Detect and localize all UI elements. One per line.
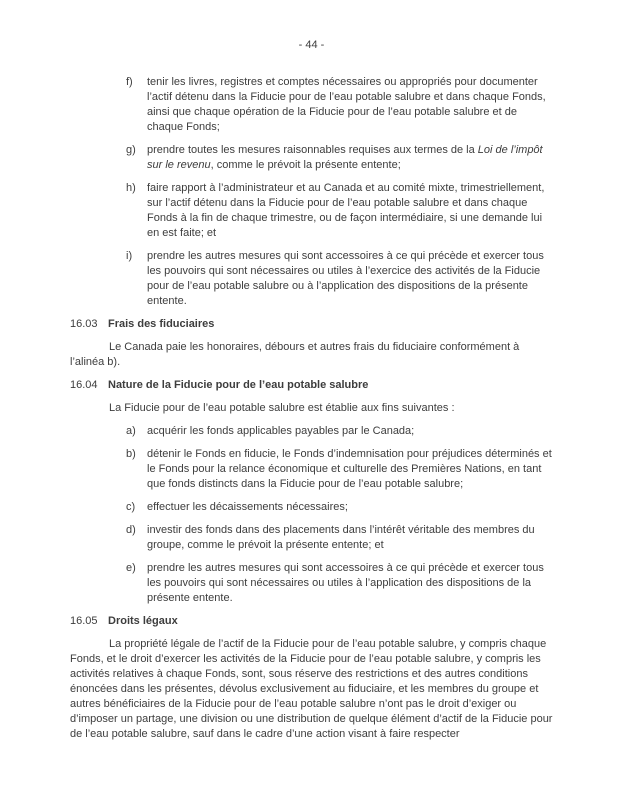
list-item: [70, 143, 553, 173]
list-item: [70, 500, 553, 515]
list-item-marker: f): [126, 76, 133, 88]
list-item-text: investir des fonds dans des placements dans l’intérêt véritable des membres du groupe, comme le prévoit la présente entente; et: [147, 524, 535, 551]
list-item: [70, 424, 553, 439]
list-item-marker: e): [126, 562, 136, 574]
section-paragraph: Le Canada paie les honoraires, débours et autres frais du fiduciaire conformément à l’alinéa b).: [70, 341, 520, 368]
section-heading: [70, 614, 553, 629]
list-item-marker: i): [126, 250, 133, 262]
list-item-marker: d): [126, 524, 136, 536]
page-number: - 44 -: [298, 39, 325, 51]
section-number: 16.04: [70, 379, 98, 391]
list-item: [70, 447, 553, 492]
list-item: [70, 561, 553, 606]
section-16-04: [70, 378, 553, 606]
list-item-marker: a): [126, 425, 136, 437]
list-item-marker: b): [126, 448, 136, 460]
section-title: Droits légaux: [108, 615, 178, 627]
section-title: Frais des fiduciaires: [108, 318, 215, 330]
list-item-text: détenir le Fonds en fiducie, le Fonds d’indemnisation pour préjudices déterminés et le Fonds pour la relance économique et culturelle des Premières Nations, en tant que fonds distincts dans la Fiducie pour de l’eau potable salubre;: [147, 448, 552, 490]
section-heading: [70, 378, 553, 393]
list-item-text: effectuer les décaissements nécessaires;: [147, 501, 348, 513]
section-paragraph: La propriété légale de l’actif de la Fiducie pour de l’eau potable salubre, y compris chaque Fonds, et le droit d’exercer les activités de la Fiducie pour de l’eau potable salubre, y compris les activités relatives à chaque Fonds, sont, sous réserve des restrictions et des autres conditions énoncées dans les présentes, dévolus exclusivement au fiduciaire, et les membres du groupe et autres bénéficiaires de la Fiducie pour de l’eau potable salubre n’ont pas le droit d’exiger ou d’imposer un partage, une division ou une distribution de quelque élément d’actif de la Fiducie pour de l’eau potable salubre, sauf dans le cadre d’une action visant à faire respecter: [70, 638, 553, 740]
list-item-text: faire rapport à l’administrateur et au Canada et au comité mixte, trimestriellement, sur l’actif détenu dans la Fiducie pour de l’eau potable salubre et dans chaque Fonds à la fin de chaque trimestre, ou de façon intermédiaire, si une demande lui en est faite; et: [147, 182, 545, 239]
section-paragraph: La Fiducie pour de l’eau potable salubre est établie aux fins suivantes :: [109, 402, 455, 414]
list-item-marker: c): [126, 501, 136, 513]
trust-purposes-list: [70, 424, 553, 606]
section-number: 16.05: [70, 615, 98, 627]
list-item: [70, 75, 553, 135]
trustee-duties-list: [70, 75, 553, 309]
list-item: [70, 181, 553, 241]
list-item-marker: g): [126, 144, 136, 156]
section-16-05: [70, 614, 553, 742]
section-number: 16.03: [70, 318, 98, 330]
list-item-text: prendre les autres mesures qui sont accessoires à ce qui précède et exercer tous les pouvoirs qui sont nécessaires ou utiles à l’application des dispositions de la présente entente.: [147, 562, 544, 604]
list-item-text: acquérir les fonds applicables payables par le Canada;: [147, 425, 415, 437]
section-heading: [70, 317, 553, 332]
list-item: [70, 249, 553, 309]
list-item-text: prendre les autres mesures qui sont accessoires à ce qui précède et exercer tous les pouvoirs qui sont nécessaires ou utiles à l’exercice des activités de la Fiducie pour de l’eau potable salubre ou à l’application des dispositions de la présente entente.: [147, 250, 544, 307]
section-16-03: [70, 317, 553, 370]
list-item-text: tenir les livres, registres et comptes nécessaires ou appropriés pour documenter l’actif détenu dans la Fiducie pour de l’eau potable salubre et dans chaque Fonds, ainsi que chaque opération de la Fiducie pour de l’eau potable salubre et de chaque Fonds;: [147, 76, 546, 133]
list-item: [70, 523, 553, 553]
list-item-text: prendre toutes les mesures raisonnables requises aux termes de la Loi de l’impôt sur le revenu, comme le prévoit la présente entente;: [147, 144, 543, 171]
section-title: Nature de la Fiducie pour de l’eau potable salubre: [108, 379, 369, 391]
list-item-marker: h): [126, 182, 136, 194]
